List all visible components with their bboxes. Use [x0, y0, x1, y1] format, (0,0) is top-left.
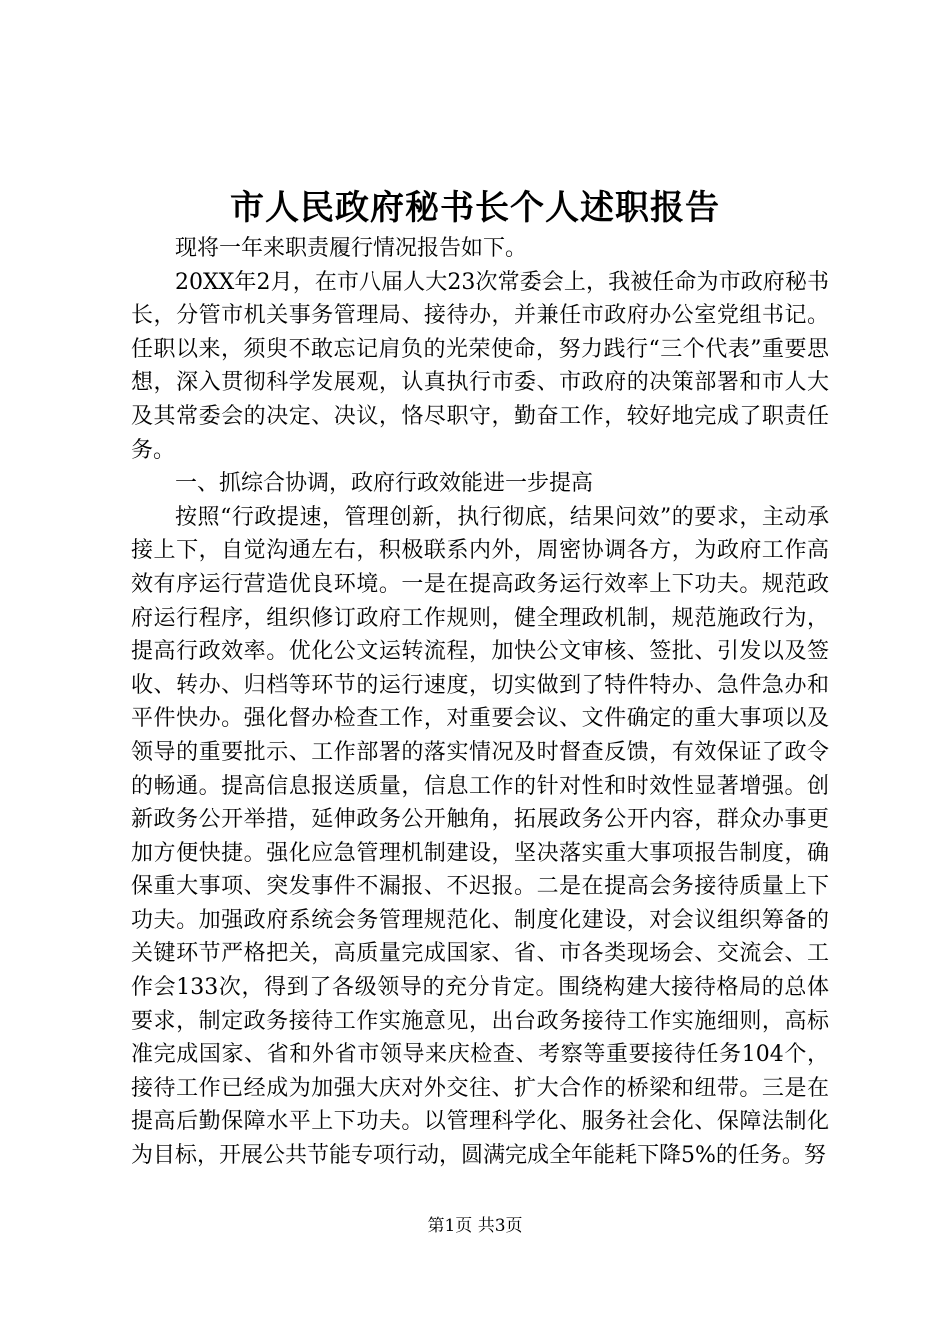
section-heading-1: 一、抓综合协调，政府行政效能进一步提高: [175, 471, 594, 497]
paragraph-appointment: 20XX年2月，在市八届人大23次常委会上，我被任命为市政府秘书长，分管市机关事务管理局、接待办，并兼任市政府办公室党组书记。任职以来，须臾不敢忘记肩负的光荣使命，努力践行“三个代表”重要思想，深入贯彻科学发展观，认真执行市委、市政府的决策部署和市人大及其常委会的决定、决议，恪尽职守，勤奋工作，较好地完成了职责任务。: [131, 269, 829, 463]
document-title: 市人民政府秘书长个人述职报告: [230, 188, 720, 228]
page-indicator: 第1页 共3页: [427, 1216, 523, 1236]
paragraph-coordination: 按照“行政提速，管理创新，执行彻底，结果问效”的要求，主动承接上下，自觉沟通左右，积极联系内外，周密协调各方，为政府工作高效有序运行营造优良环境。一是在提高政务运行效率上下功夫。规范政府运行程序，组织修订政府工作规则，健全理政机制，规范施政行为，提高行政效率。优化公文运转流程，加快公文审核、签批、引发以及签收、转办、归档等环节的运行速度，切实做到了特件特办、急件急办和平件快办。强化督办检查工作，对重要会议、文件确定的重大事项以及领导的重要批示、工作部署的落实情况及时督查反馈，有效保证了政令的畅通。提高信息报送质量，信息工作的针对性和时效性显著增强。创新政务公开举措，延伸政务公开触角，拓展政务公开内容，群众办事更加方便快捷。强化应急管理机制建设，坚决落实重大事项报告制度，确保重大事项、突发事件不漏报、不迟报。二是在提高会务接待质量上下功夫。加强政府系统会务管理规范化、制度化建设，对会议组织筹备的关键环节严格把关，高质量完成国家、省、市各类现场会、交流会、工作会133次，得到了各级领导的充分肯定。围绕构建大接待格局的总体要求，制定政务接待工作实施意见，出台政务接待工作实施细则，高标准完成国家、省和外省市领导来庆检查、考察等重要接待任务104个，接待工作已经成为加强大庆对外交往、扩大合作的桥梁和纽带。三是在提高后勤保障水平上下功夫。以管理科学化、服务社会化、保障法制化为目标，开展公共节能专项行动，圆满完成全年能耗下降5%的任务。努: [131, 504, 829, 1169]
document-body: [131, 232, 829, 1173]
paragraph-intro: 现将一年来职责履行情况报告如下。: [175, 236, 528, 261]
